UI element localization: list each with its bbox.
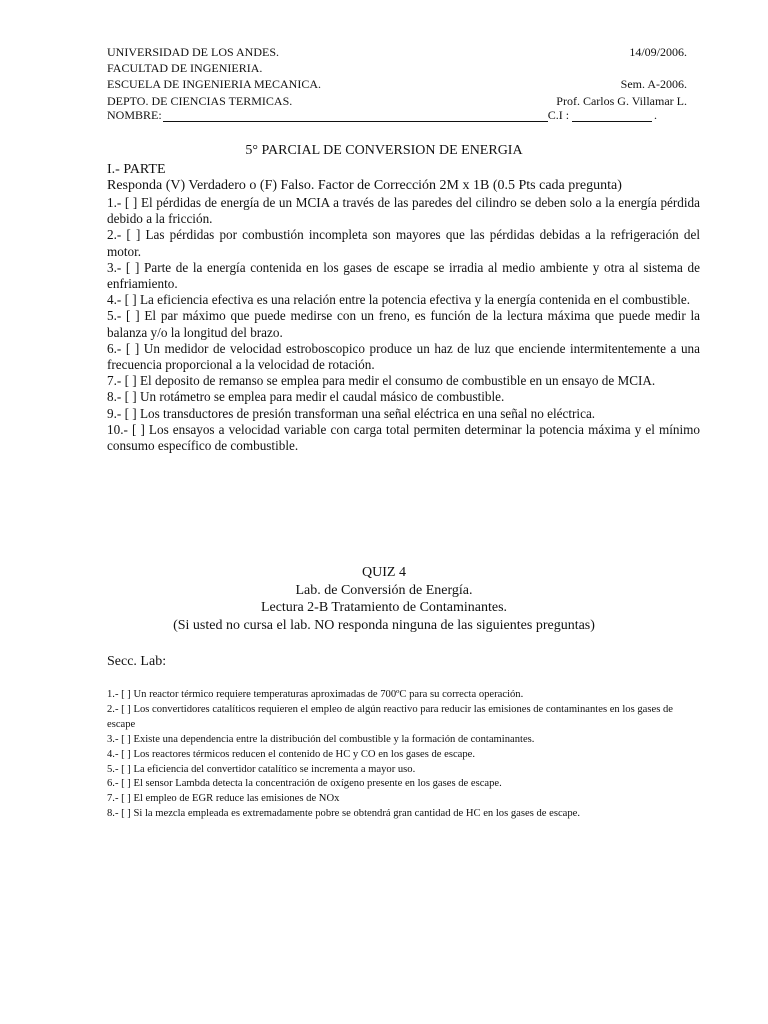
question-item: 1.- [ ] El pérdidas de energía de un MCIA a través de las paredes del cilindro se deben solo a la energía pérdida debido a la fricción. bbox=[107, 195, 700, 227]
quiz-question-item: 2.- [ ] Los convertidores catalíticos requieren el empleo de algún reactivo para reducir las emisiones de contaminantes en los gases de escape bbox=[107, 703, 673, 730]
question-item: 8.- [ ] Un rotámetro se emplea para medir el caudal másico de combustible. bbox=[107, 389, 505, 405]
header-row-2 bbox=[107, 61, 687, 75]
section-lab-label: Secc. Lab: bbox=[107, 654, 167, 669]
part-one-questions bbox=[107, 195, 700, 454]
faculty-name: FACULTAD DE INGENIERIA. bbox=[107, 61, 263, 75]
nombre-label: NOMBRE: bbox=[107, 108, 162, 122]
question-item: 10.- [ ] Los ensayos a velocidad variable con carga total permiten determinar la potencia máxima y el mínimo consumo específico de combustible. bbox=[107, 421, 700, 454]
header-row-3 bbox=[107, 77, 687, 91]
quiz-note: (Si usted no cursa el lab. NO responda ninguna de las siguientes preguntas) bbox=[173, 618, 595, 633]
instructions: Responda (V) Verdadero o (F) Falso. Factor de Corrección 2M x 1B (0.5 Pts cada pregunta) bbox=[107, 178, 622, 193]
professor-name: Prof. Carlos G. Villamar L. bbox=[556, 94, 687, 108]
department-name: DEPTO. DE CIENCIAS TERMICAS. bbox=[107, 94, 293, 108]
question-item: 5.- [ ] El par máximo que puede medirse con un freno, es función de la lectura máxima que puede medir la balanza y/o la longitud del brazo. bbox=[107, 308, 700, 340]
school-name: ESCUELA DE INGENIERIA MECANICA. bbox=[107, 77, 321, 91]
semester: Sem. A-2006. bbox=[620, 77, 687, 91]
nombre-field[interactable] bbox=[163, 109, 548, 122]
quiz-question-item: 7.- [ ] El empleo de EGR reduce las emisiones de NOx bbox=[107, 793, 340, 805]
quiz-question-item: 4.- [ ] Los reactores térmicos reducen el contenido de HC y CO en los gases de escape. bbox=[107, 748, 476, 760]
ci-label: C.I : bbox=[547, 108, 570, 122]
question-item: 6.- [ ] Un medidor de velocidad estroboscopico produce un haz de luz que enciende intermitentemente a una frecuencia proporcional a la velocidad de rotación. bbox=[107, 340, 700, 373]
question-item: 9.- [ ] Los transductores de presión transforman una señal eléctrica en una señal no eléctrica. bbox=[107, 405, 596, 421]
quiz-title: QUIZ 4 bbox=[362, 565, 406, 580]
quiz-question-item: 3.- [ ] Existe una dependencia entre la distribución del combustible y la formación de contaminantes. bbox=[107, 733, 535, 745]
quiz-question-item: 1.- [ ] Un reactor térmico requiere temperaturas aproximadas de 700ºC para su correcta operación. bbox=[107, 689, 524, 700]
ci-field[interactable] bbox=[572, 109, 652, 122]
exam-date: 14/09/2006. bbox=[629, 45, 687, 59]
quiz-question-item: 5.- [ ] La eficiencia del convertidor catalítico se incrementa a mayor uso. bbox=[107, 763, 416, 775]
question-item: 4.- [ ] La eficiencia efectiva es una relación entre la potencia efectiva y la energía contenida en el combustible. bbox=[107, 292, 691, 308]
question-item: 2.- [ ] Las pérdidas por combustión incompleta son mayores que las pérdidas debidas a la refrigeración del motor. bbox=[107, 227, 700, 259]
quiz-questions bbox=[107, 688, 700, 822]
quiz-lab: Lab. de Conversión de Energía. bbox=[295, 583, 473, 598]
university-name: UNIVERSIDAD DE LOS ANDES. bbox=[107, 45, 280, 59]
question-item: 7.- [ ] El deposito de remanso se emplea para medir el consumo de combustible en un ensayo de MCIA. bbox=[107, 373, 656, 389]
quiz-question-item: 6.- [ ] El sensor Lambda detecta la concentración de oxígeno presente en los gases de escape. bbox=[107, 778, 502, 790]
quiz-reading: Lectura 2-B Tratamiento de Contaminantes. bbox=[260, 600, 508, 615]
question-item: 3.- [ ] Parte de la energía contenida en los gases de escape se irradia al medio ambiente y otra al sistema de enfriamiento. bbox=[107, 259, 700, 292]
quiz-question-item: 8.- [ ] Si la mezcla empleada es extremadamente pobre se obtendrá gran cantidad de HC en los gases de escape. bbox=[107, 808, 580, 820]
header-row-4 bbox=[107, 94, 687, 108]
part-heading: I.- PARTE bbox=[107, 162, 166, 177]
student-info-row bbox=[107, 108, 687, 122]
exam-title: 5° PARCIAL DE CONVERSION DE ENERGIA bbox=[245, 143, 523, 158]
ci-end: . bbox=[654, 108, 658, 122]
header-row-1 bbox=[107, 45, 687, 59]
